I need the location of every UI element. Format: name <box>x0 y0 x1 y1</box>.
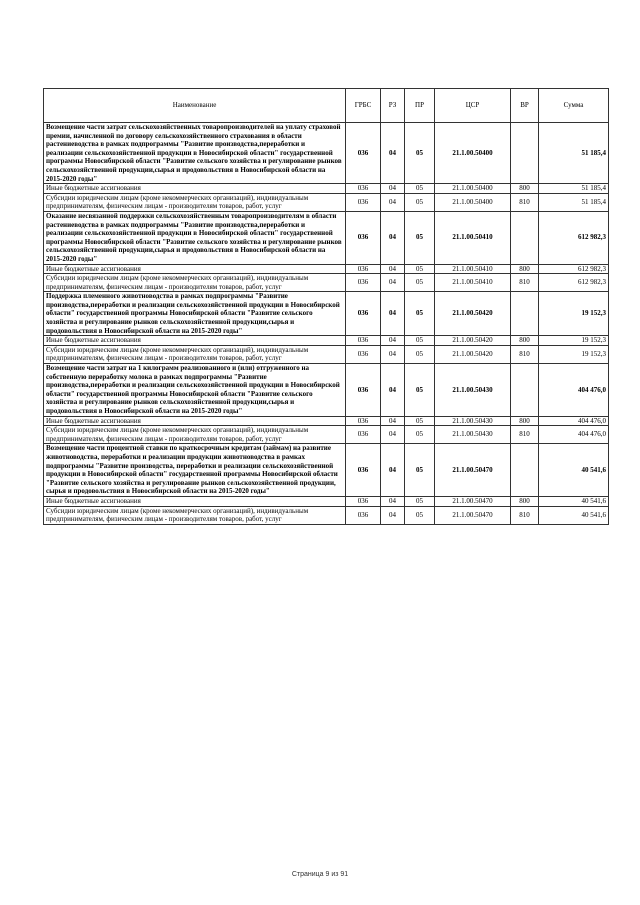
cell-vr: 800 <box>511 336 539 346</box>
cell-grbs: 036 <box>346 496 381 506</box>
cell-grbs: 036 <box>346 426 381 444</box>
cell-vr: 810 <box>511 426 539 444</box>
cell-sum: 612 982,3 <box>539 211 609 264</box>
table-row <box>44 336 609 346</box>
cell-sum: 40 541,6 <box>539 496 609 506</box>
cell-name: Субсидии юридическим лицам (кроме некоммерческих организаций), индивидуальным предпринимателям, физическим лицам - производителям товаров, работ, услуг <box>44 274 346 292</box>
cell-rz: 04 <box>381 292 405 336</box>
cell-vr: 810 <box>511 506 539 524</box>
table-header-row <box>44 89 609 123</box>
cell-grbs: 036 <box>346 364 381 417</box>
cell-rz: 04 <box>381 211 405 264</box>
table-row <box>44 264 609 274</box>
header-sum: Сумма <box>539 89 609 123</box>
cell-pr: 05 <box>405 211 435 264</box>
table-row <box>44 274 609 292</box>
cell-pr: 05 <box>405 274 435 292</box>
cell-csr: 21.1.00.50430 <box>435 416 511 426</box>
cell-csr: 21.1.00.50430 <box>435 426 511 444</box>
header-rz: РЗ <box>381 89 405 123</box>
cell-csr: 21.1.00.50400 <box>435 193 511 211</box>
cell-name: Субсидии юридическим лицам (кроме некоммерческих организаций), индивидуальным предпринимателям, физическим лицам - производителям товаров, работ, услуг <box>44 426 346 444</box>
cell-name: Оказание несвязанной поддержки сельскохозяйственным товаропроизводителям в области растениеводства в рамках подпрограммы "Развитие производства,переработки и реализации сельскохозяйственной продукции в Новосибирской области" государственной программы Новосибирской области "Развитие сельского хозяйства и регулирование рынков сельскохозяйственной продукции,сырья и продовольствия в Новосибирской области на 2015-2020 годы" <box>44 211 346 264</box>
table-row <box>44 123 609 184</box>
header-vr: ВР <box>511 89 539 123</box>
cell-grbs: 036 <box>346 336 381 346</box>
cell-rz: 04 <box>381 426 405 444</box>
cell-csr: 21.1.00.50410 <box>435 211 511 264</box>
cell-rz: 04 <box>381 444 405 497</box>
cell-name: Субсидии юридическим лицам (кроме некоммерческих организаций), индивидуальным предпринимателям, физическим лицам - производителям товаров, работ, услуг <box>44 193 346 211</box>
cell-grbs: 036 <box>346 274 381 292</box>
header-grbs: ГРБС <box>346 89 381 123</box>
cell-grbs: 036 <box>346 123 381 184</box>
cell-csr: 21.1.00.50410 <box>435 274 511 292</box>
cell-vr <box>511 364 539 417</box>
cell-pr: 05 <box>405 426 435 444</box>
cell-pr: 05 <box>405 123 435 184</box>
cell-name: Субсидии юридическим лицам (кроме некоммерческих организаций), индивидуальным предпринимателям, физическим лицам - производителям товаров, работ, услуг <box>44 506 346 524</box>
cell-grbs: 036 <box>346 345 381 363</box>
cell-rz: 04 <box>381 345 405 363</box>
cell-pr: 05 <box>405 416 435 426</box>
cell-name: Возмещение части затрат на 1 килограмм реализованного и (или) отгруженного на собственную переработку молока в рамках подпрограммы "Развитие производства,переработки и реализации сельскохозяйственной продукции в Новосибирской области" государственной программы Новосибирской области "Развитие сельского хозяйства и регулирование рынков сельскохозяйственной продукции,сырья и продовольствия в Новосибирской области на 2015-2020 годы" <box>44 364 346 417</box>
cell-vr <box>511 292 539 336</box>
cell-rz: 04 <box>381 416 405 426</box>
cell-name: Иные бюджетные ассигнования <box>44 496 346 506</box>
cell-pr: 05 <box>405 506 435 524</box>
cell-rz: 04 <box>381 496 405 506</box>
cell-rz: 04 <box>381 364 405 417</box>
cell-rz: 04 <box>381 336 405 346</box>
cell-vr: 800 <box>511 184 539 194</box>
cell-csr: 21.1.00.50420 <box>435 345 511 363</box>
cell-vr <box>511 123 539 184</box>
page-number: Страница 9 из 91 <box>291 871 349 878</box>
table-row <box>44 426 609 444</box>
header-name: Наименование <box>44 89 346 123</box>
cell-vr: 800 <box>511 416 539 426</box>
table-row <box>44 211 609 264</box>
cell-rz: 04 <box>381 506 405 524</box>
cell-csr: 21.1.00.50400 <box>435 184 511 194</box>
cell-grbs: 036 <box>346 444 381 497</box>
cell-rz: 04 <box>381 184 405 194</box>
cell-pr: 05 <box>405 496 435 506</box>
cell-rz: 04 <box>381 264 405 274</box>
cell-pr: 05 <box>405 364 435 417</box>
cell-rz: 04 <box>381 274 405 292</box>
cell-csr: 21.1.00.50430 <box>435 364 511 417</box>
cell-name: Иные бюджетные ассигнования <box>44 184 346 194</box>
table-row <box>44 184 609 194</box>
cell-name: Поддержка племенного животноводства в рамках подпрограммы "Развитие производства,переработки и реализации сельскохозяйственной продукции в Новосибирской области" государственной программы Новосибирской области "Развитие сельского хозяйства и регулирование рынков сельскохозяйственной продукции,сырья и продовольствия в Новосибирской области на 2015-2020 годы" <box>44 292 346 336</box>
cell-name: Иные бюджетные ассигнования <box>44 336 346 346</box>
cell-pr: 05 <box>405 264 435 274</box>
cell-csr: 21.1.00.50420 <box>435 292 511 336</box>
cell-grbs: 036 <box>346 264 381 274</box>
cell-sum: 404 476,0 <box>539 416 609 426</box>
cell-sum: 612 982,3 <box>539 264 609 274</box>
cell-csr: 21.1.00.50400 <box>435 123 511 184</box>
header-csr: ЦСР <box>435 89 511 123</box>
cell-grbs: 036 <box>346 292 381 336</box>
cell-vr: 800 <box>511 264 539 274</box>
cell-sum: 612 982,3 <box>539 274 609 292</box>
cell-sum: 404 476,0 <box>539 426 609 444</box>
cell-csr: 21.1.00.50410 <box>435 264 511 274</box>
table-row <box>44 444 609 497</box>
cell-csr: 21.1.00.50470 <box>435 506 511 524</box>
cell-name: Иные бюджетные ассигнования <box>44 416 346 426</box>
table-row <box>44 364 609 417</box>
header-pr: ПР <box>405 89 435 123</box>
cell-csr: 21.1.00.50420 <box>435 336 511 346</box>
cell-rz: 04 <box>381 123 405 184</box>
cell-sum: 19 152,3 <box>539 336 609 346</box>
cell-vr <box>511 211 539 264</box>
cell-grbs: 036 <box>346 184 381 194</box>
cell-csr: 21.1.00.50470 <box>435 496 511 506</box>
budget-table <box>43 88 609 525</box>
cell-sum: 19 152,3 <box>539 292 609 336</box>
cell-vr: 810 <box>511 345 539 363</box>
cell-pr: 05 <box>405 193 435 211</box>
cell-pr: 05 <box>405 336 435 346</box>
cell-name: Возмещение части затрат сельскохозяйственных товаропроизводителей на уплату страховой премии, начисленной по договору сельскохозяйственного страхования в области растениеводства в рамках подпрограммы "Развитие производства,переработки и реализации сельскохозяйственной продукции в Новосибирской области" государственной программы Новосибирской области "Развитие сельского хозяйства и регулирование рынков сельскохозяйственной продукции,сырья и продовольствия в Новосибирской области на 2015-2020 годы" <box>44 123 346 184</box>
cell-vr: 810 <box>511 193 539 211</box>
cell-grbs: 036 <box>346 416 381 426</box>
cell-sum: 19 152,3 <box>539 345 609 363</box>
cell-sum: 51 185,4 <box>539 193 609 211</box>
table-row <box>44 345 609 363</box>
cell-sum: 51 185,4 <box>539 123 609 184</box>
table-row <box>44 496 609 506</box>
cell-rz: 04 <box>381 193 405 211</box>
cell-pr: 05 <box>405 345 435 363</box>
cell-sum: 404 476,0 <box>539 364 609 417</box>
table-row <box>44 506 609 524</box>
cell-pr: 05 <box>405 292 435 336</box>
table-row <box>44 416 609 426</box>
cell-name: Субсидии юридическим лицам (кроме некоммерческих организаций), индивидуальным предпринимателям, физическим лицам - производителям товаров, работ, услуг <box>44 345 346 363</box>
cell-sum: 40 541,6 <box>539 506 609 524</box>
cell-pr: 05 <box>405 184 435 194</box>
cell-csr: 21.1.00.50470 <box>435 444 511 497</box>
cell-grbs: 036 <box>346 193 381 211</box>
cell-vr <box>511 444 539 497</box>
cell-grbs: 036 <box>346 211 381 264</box>
table-row <box>44 292 609 336</box>
cell-sum: 40 541,6 <box>539 444 609 497</box>
cell-vr: 810 <box>511 274 539 292</box>
cell-sum: 51 185,4 <box>539 184 609 194</box>
cell-grbs: 036 <box>346 506 381 524</box>
table-row <box>44 193 609 211</box>
cell-name: Иные бюджетные ассигнования <box>44 264 346 274</box>
cell-name: Возмещение части процентной ставки по краткосрочным кредитам (займам) на развитие животноводства, переработки и реализации продукции животноводства в рамках подпрограммы "Развитие производства, переработки и реализации сельскохозяйственной продукции в Новосибирской области" государственной программы Новосибирской области "Развитие сельского хозяйства и регулирование рынков сельскохозяйственной продукции, сырья и продовольствия в Новосибирской области на 2015-2020 годы" <box>44 444 346 497</box>
cell-pr: 05 <box>405 444 435 497</box>
cell-vr: 800 <box>511 496 539 506</box>
